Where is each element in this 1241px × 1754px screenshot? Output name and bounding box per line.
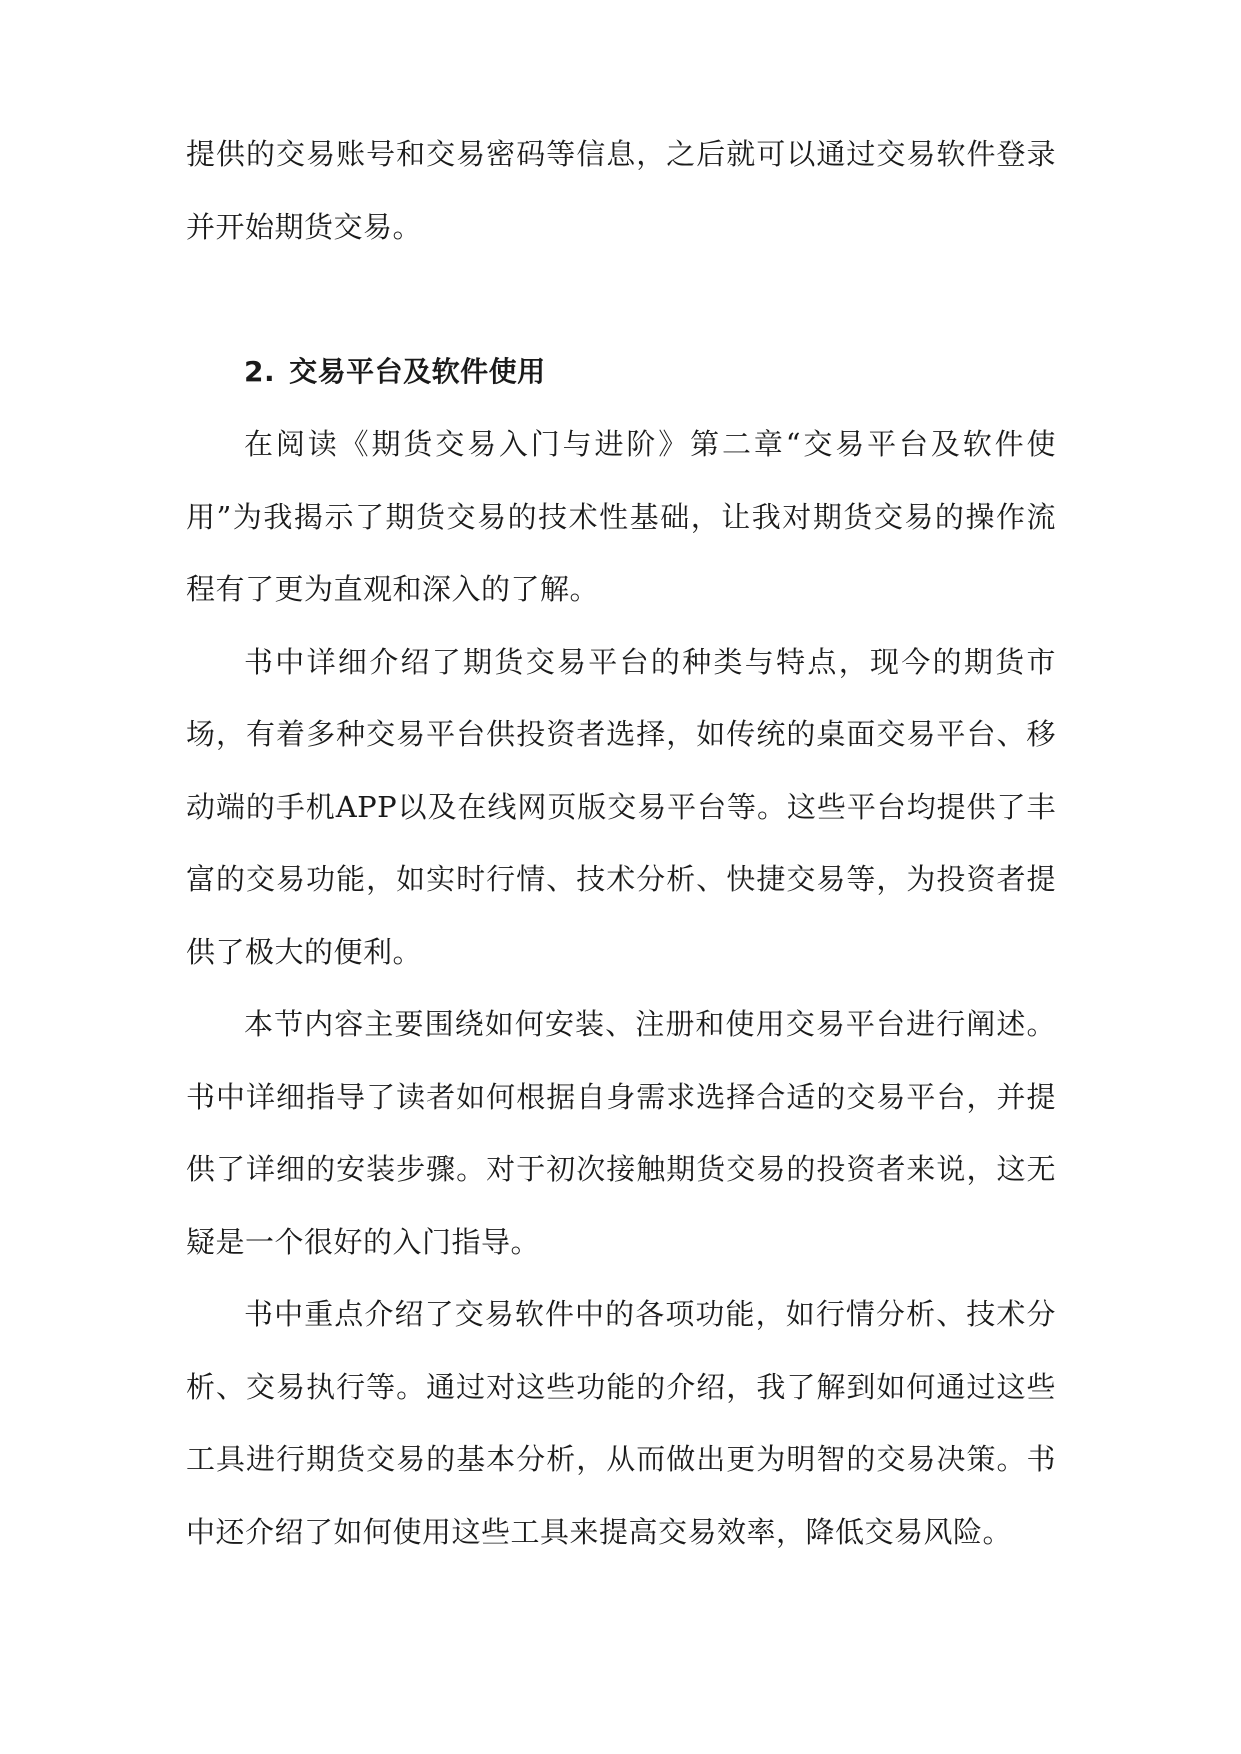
section-heading xyxy=(186,336,1056,409)
body-text xyxy=(186,118,1056,1568)
paragraph-3: 本节内容主要围绕如何安装、注册和使用交易平台进行阐述。书中详细指导了读者如何根据自身需求选择合适的交易平台，并提供了详细的安装步骤。对于初次接触期货交易的投资者来说，这无疑是一个很好的入门指导。 xyxy=(186,1007,1056,1259)
section-number: 2. xyxy=(244,354,276,388)
paragraph-1: 在阅读《期货交易入门与进阶》第二章“交易平台及软件使用”为我揭示了期货交易的技术性基础，让我对期货交易的操作流程有了更为直观和深入的了解。 xyxy=(186,427,1056,606)
continuation-paragraph: 提供的交易账号和交易密码等信息，之后就可以通过交易软件登录并开始期货交易。 xyxy=(186,137,1056,244)
section-title: 交易平台及软件使用 xyxy=(289,354,546,388)
paragraph-4: 书中重点介绍了交易软件中的各项功能，如行情分析、技术分析、交易执行等。通过对这些功能的介绍，我了解到如何通过这些工具进行期货交易的基本分析，从而做出更为明智的交易决策。书中还介绍了如何使用这些工具来提高交易效率，降低交易风险。 xyxy=(186,1297,1056,1549)
section-spacer xyxy=(186,263,1056,336)
paragraph-2: 书中详细介绍了期货交易平台的种类与特点，现今的期货市场，有着多种交易平台供投资者选择，如传统的桌面交易平台、移动端的手机APP以及在线网页版交易平台等。这些平台均提供了丰富的交易功能，如实时行情、技术分析、快捷交易等，为投资者提供了极大的便利。 xyxy=(186,644,1056,969)
